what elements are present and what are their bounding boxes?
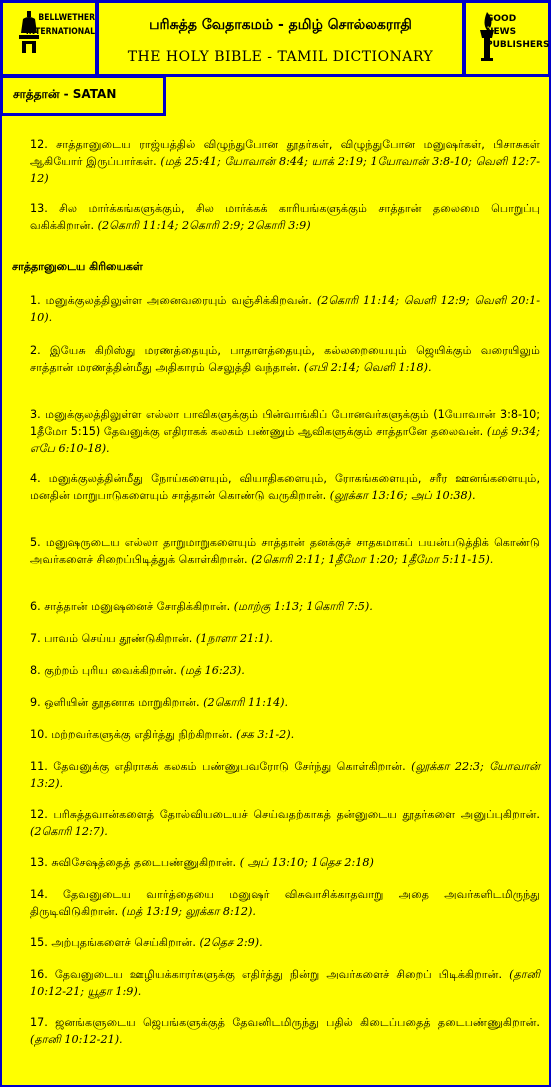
item-text: சில மார்க்கங்களுக்கும், சில மார்க்கக் காரியங்களுக்கும் சாத்தான் தலைமை பொறுப்பு வகிக்கிறான். [30,202,540,232]
item-number: 4. [30,472,49,485]
list-item [30,934,540,951]
item-text: ஜனங்களுடைய ஜெபங்களுக்குத் தேவனிடமிருந்து பதில் கிடைப்பதைத் தடைபண்ணுகிறான். [55,1016,540,1029]
item-text: சாத்தான் மனுஷனைச் சோதிக்கிறான். [44,600,234,613]
item-text: பாவம் செய்ய தூண்டுகிறான். [44,632,196,645]
section-title: சாத்தான் - SATAN [13,87,117,101]
list-item [30,598,540,615]
scripture-reference: (2கொரி 2:11; 1தீமோ 1:20; 1தீமோ 5:11-15). [251,553,494,566]
logo-right-line2: PUBLISHERS [486,40,550,50]
scripture-reference: (2கொரி 11:14). [203,696,289,709]
list-item [30,854,540,871]
good-news-logo [463,0,551,77]
list-item [30,342,540,376]
scripture-reference: (மத் 9:34; எபே 6:10-18). [30,425,540,455]
scripture-reference: (மத் 25:41; யோவான் 8:44; யாக் 2:19; 1யோவான் 3:8-10; வெளி 12:7-12) [30,155,540,185]
list-item [30,470,540,504]
item-text: பரிசுத்தவான்களைத் தோல்வியடையச் செய்வதற்காகத் தன்னுடைய தூதர்களை அனுப்புகிறான். [53,808,540,821]
list-item [30,630,540,647]
title-tamil: பரிசுத்த வேதாகமம் - தமிழ் சொல்லகராதி [149,17,412,33]
title-english: THE HOLY BIBLE - TAMIL DICTIONARY [127,49,434,65]
item-text: மனுக்குலத்தின்மீது நோய்களையும், வியாதிகளையும், ரோகங்களையும், சரீர ஊனங்களையும், மனதின் மாறுபாடுகளையும் சாத்தான் கொண்டு வருகிறான். [30,472,540,502]
scripture-reference: (2கொரி 11:14; 2கொரி 2:9; 2கொரி 3:9) [97,219,311,232]
item-text: மனுக்குலத்திலுள்ள எல்லா பாவிகளுக்கும் பின்வாங்கிப் போனவர்களுக்கும் (1யோவான் 3:8-10; 1தீமோ 5:15) தேவனுக்கு எதிராகக் கலகம் பண்ணும் ஆவிகளுக்கும் சாத்தானே தலைவன். [30,408,541,438]
scripture-reference: (2தெச 2:9). [199,936,263,949]
item-text: சாத்தானுடைய ராஜ்யத்தில் விழுந்துபோன தூதர்கள், விழுந்துபோன மனுஷர்கள், பிசாசுகள் ஆகியோர் இருப்பார்கள். [30,138,540,168]
scripture-reference: (மத் 13:19; லூக்கா 8:12). [121,905,256,918]
item-number: 2. [30,344,50,357]
item-text: சுவிசேஷத்தைத் தடைபண்ணுகிறான். [51,856,240,869]
item-text: இயேசு கிறிஸ்து மரணத்தையும், பாதாளத்தையும், கல்லறையையும் ஜெயிக்கும் வரையிலும் சாத்தான் மரணத்தின்மீது அதிகாரம் செலுத்தி வந்தான். [30,344,540,374]
scripture-reference: (மாற்கு 1:13; 1கொரி 7:5). [233,600,373,613]
item-number: 5. [30,536,46,549]
scripture-reference: (மத் 16:23). [180,664,245,677]
item-number: 1. [30,294,46,307]
bellwether-logo [0,0,98,77]
scripture-reference: (2கொரி 11:14; வெளி 12:9; வெளி 20:1-10). [30,294,540,324]
scripture-reference: (லூக்கா 22:3; யோவான் 13:2). [30,760,540,790]
scripture-reference: (லூக்கா 13:16; அப் 10:38). [329,489,476,502]
item-number: 9. [30,696,45,709]
subheading: சாத்தானுடைய கிரியைகள் [12,260,143,273]
item-text: மனுக்குலத்திலுள்ள அனைவரையும் வஞ்சிக்கிறவன். [45,294,317,307]
list-item [30,406,540,457]
list-item [30,534,540,568]
logo-left-line1: BELLWETHER [38,13,95,23]
item-number: 11. [30,760,54,773]
item-text: ஒளியின் தூதனாக மாறுகிறான். [44,696,204,709]
item-text: மனுஷருடைய எல்லா தாறுமாறுகளையும் சாத்தான் தனக்குச் சாதகமாகப் பயன்படுத்திக் கொண்டு அவர்களைச் சிறைப்பிடித்துக் கொள்கிறான். [30,536,541,566]
scripture-reference: ( அப் 13:10; 1தெச 2:18) [239,856,374,869]
list-item [30,886,540,920]
item-number: 6. [30,600,45,613]
item-text: குற்றம் புரிய வைக்கிறான். [44,664,181,677]
logo-right-line1: GOOD NEWS [486,14,517,37]
scripture-reference: (2கொரி 12:7). [30,825,108,838]
list-item [30,966,540,1000]
list-item [30,694,540,711]
list-item [30,726,540,743]
list-item [30,200,540,234]
item-text: அற்புதங்களைச் செய்கிறான். [51,936,200,949]
item-number: 8. [30,664,45,677]
item-number: 7. [30,632,45,645]
item-number: 12. [30,808,54,821]
item-number: 14. [30,888,64,901]
scripture-reference: (தானி 10:12-21; யூதா 1:9). [30,968,541,998]
title-box [96,0,465,77]
scripture-reference: (1நாளா 21:1). [195,632,273,645]
item-number: 10. [30,728,52,741]
list-item [30,806,540,840]
item-number: 15. [30,936,52,949]
item-text: தேவனுக்கு எதிராகக் கலகம் பண்ணுபவரோடு சேர்ந்து கொள்கிறான். [53,760,412,773]
item-number: 3. [30,408,46,421]
scripture-reference: (தானி 10:12-21). [30,1033,123,1046]
item-number: 13. [30,202,60,215]
list-item [30,136,540,187]
list-item [30,662,540,679]
list-item [30,292,540,326]
item-text: தேவனுடைய ஊழியக்காரர்களுக்கு எதிர்த்து நின்று அவர்களைச் சிறைப் பிடிக்கிறான். [54,968,510,981]
list-item [30,1014,540,1048]
section-title-box [0,75,166,116]
item-number: 17. [30,1016,56,1029]
logo-left-line2: INTERNATIONAL [25,27,96,37]
item-text: தேவனுடைய வார்த்தையை மனுஷர் விசுவாசிக்காதவாறு அதை அவர்களிடமிருந்து திருடிவிடுகிறான். [30,888,540,918]
item-number: 16. [30,968,55,981]
scripture-reference: (சக 3:1-2). [236,728,295,741]
item-text: மற்றவர்களுக்கு எதிர்த்து நிற்கிறான். [51,728,237,741]
scripture-reference: (எபி 2:14; வெளி 1:18). [303,361,432,374]
item-number: 12. [30,138,57,151]
list-item [30,758,540,792]
item-number: 13. [30,856,52,869]
